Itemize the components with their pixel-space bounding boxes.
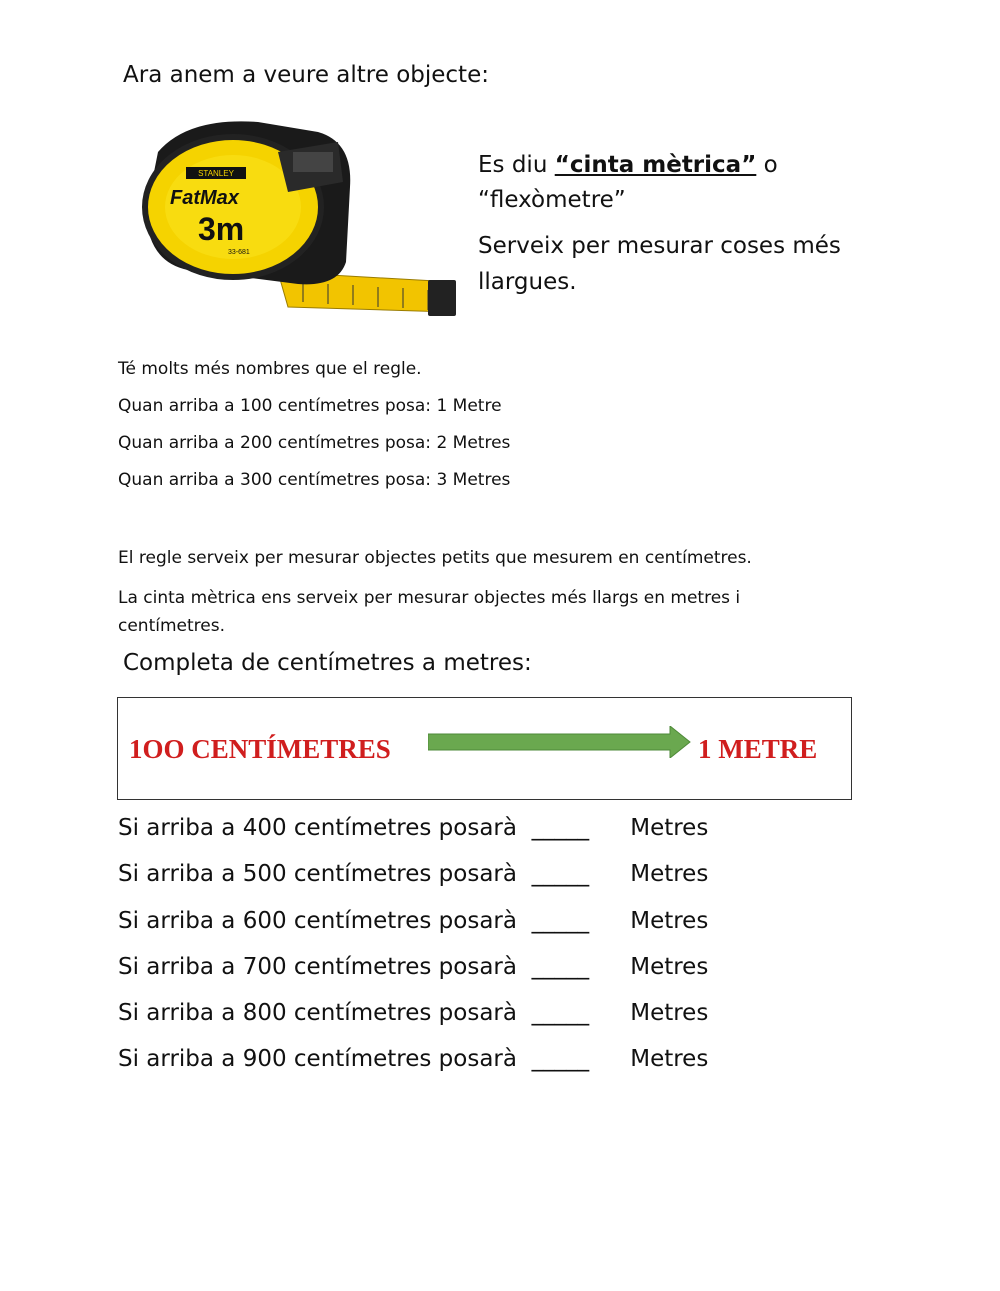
name-term-flexometre: “flexòmetre” <box>478 187 626 213</box>
answer-blank[interactable]: _____ <box>531 1046 590 1072</box>
name-term-cinta: “cinta mètrica” <box>554 152 757 178</box>
svg-text:33-681: 33-681 <box>228 249 250 256</box>
answer-blank[interactable]: _____ <box>531 815 590 841</box>
svg-text:3m: 3m <box>198 211 245 247</box>
question-text: Si arriba a 400 centímetres posarà <box>118 815 517 841</box>
answer-blank[interactable]: _____ <box>531 1000 590 1026</box>
right-arrow-icon <box>428 726 692 758</box>
tool-name <box>478 148 778 218</box>
unit-label: Metres <box>630 954 709 980</box>
question-row <box>118 815 708 841</box>
unit-label: Metres <box>630 815 709 841</box>
question-row <box>118 954 708 980</box>
question-text: Si arriba a 500 centímetres posarà <box>118 861 517 887</box>
unit-label: Metres <box>630 1000 709 1026</box>
question-row <box>118 908 708 934</box>
question-text: Si arriba a 700 centímetres posarà <box>118 954 517 980</box>
question-row <box>118 1046 708 1072</box>
question-text: Si arriba a 800 centímetres posarà <box>118 1000 517 1026</box>
answer-blank[interactable]: _____ <box>531 954 590 980</box>
question-text: Si arriba a 600 centímetres posarà <box>118 908 517 934</box>
tape-explanation <box>118 584 740 640</box>
conversion-to: 1 METRE <box>698 734 818 764</box>
svg-text:STANLEY: STANLEY <box>198 169 234 178</box>
unit-label: Metres <box>630 908 709 934</box>
use-line-2: llargues. <box>478 269 577 295</box>
fact-line: Quan arriba a 100 centímetres posa: 1 Metre <box>118 396 502 416</box>
fact-line: Quan arriba a 300 centímetres posa: 3 Metres <box>118 470 511 490</box>
svg-text:FatMax: FatMax <box>170 187 239 209</box>
conversion-box <box>117 697 852 800</box>
unit-label: Metres <box>630 1046 709 1072</box>
ruler-explanation: El regle serveix per mesurar objectes petits que mesurem en centímetres. <box>118 548 752 568</box>
intro-heading: Ara anem a veure altre objecte: <box>123 62 489 88</box>
question-row <box>118 1000 708 1026</box>
answer-blank[interactable]: _____ <box>531 861 590 887</box>
fact-line: Quan arriba a 200 centímetres posa: 2 Metres <box>118 433 511 453</box>
exercise-title: Completa de centímetres a metres: <box>123 650 532 676</box>
use-line-1: Serveix per mesurar coses més <box>478 233 841 259</box>
tape-explanation-line-1: La cinta mètrica ens serveix per mesurar objectes més llargs en metres i <box>118 588 741 608</box>
tape-measure-image <box>128 112 458 327</box>
answer-blank[interactable]: _____ <box>531 908 590 934</box>
fact-line: Té molts més nombres que el regle. <box>118 359 422 379</box>
question-row <box>118 861 708 887</box>
tape-explanation-line-2: centímetres. <box>118 616 225 636</box>
conversion-from: 1OO CENTÍMETRES <box>129 734 391 764</box>
name-prefix: Es diu <box>478 152 555 178</box>
name-mid: o <box>756 152 778 178</box>
tool-use <box>478 228 841 300</box>
unit-label: Metres <box>630 861 709 887</box>
question-text: Si arriba a 900 centímetres posarà <box>118 1046 517 1072</box>
